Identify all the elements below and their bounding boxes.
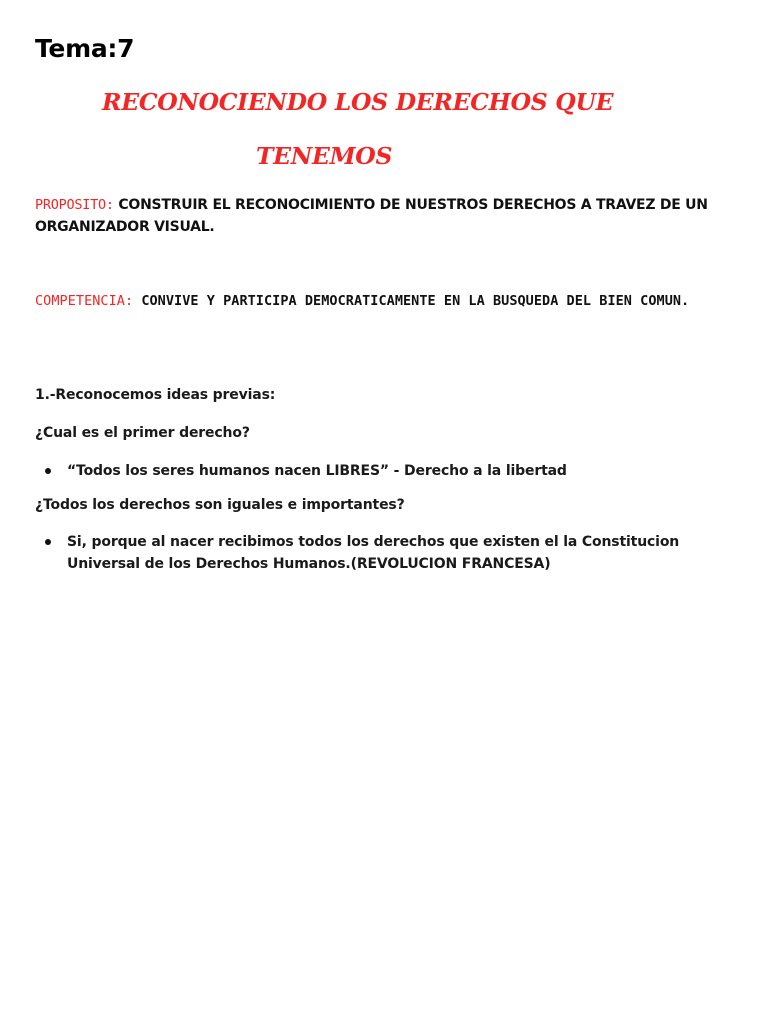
proposito-text: CONSTRUIR EL RECONOCIMIENTO DE NUESTROS DERECHOS A TRAVEZ DE UN ORGANIZADOR VISUAL. — [35, 197, 708, 235]
competencia-paragraph — [35, 290, 735, 312]
bullet-icon — [45, 539, 51, 545]
proposito-paragraph — [35, 194, 735, 238]
competencia-label: COMPETENCIA: — [35, 293, 134, 309]
document-title-line-2: TENEMOS — [256, 142, 393, 170]
topic-number: Tema:7 — [35, 34, 135, 63]
document-title-line-1: RECONOCIENDO LOS DERECHOS QUE — [102, 88, 614, 116]
bullet-icon — [45, 468, 51, 474]
question-2: ¿Todos los derechos son iguales e importantes? — [35, 497, 405, 513]
question-1: ¿Cual es el primer derecho? — [35, 425, 250, 441]
answer-2: Si, porque al nacer recibimos todos los derechos que existen el la Constitucion Universal de los Derechos Humanos.(REVOLUCION FRANCESA) — [67, 534, 680, 572]
section-heading: 1.-Reconocemos ideas previas: — [35, 387, 276, 403]
proposito-label: PROPOSITO: — [35, 197, 114, 213]
answer-1: “Todos los seres humanos nacen LIBRES” - Derecho a la libertad — [67, 463, 567, 479]
competencia-text: CONVIVE Y PARTICIPA DEMOCRATICAMENTE EN LA BUSQUEDA DEL BIEN COMUN. — [133, 293, 690, 309]
